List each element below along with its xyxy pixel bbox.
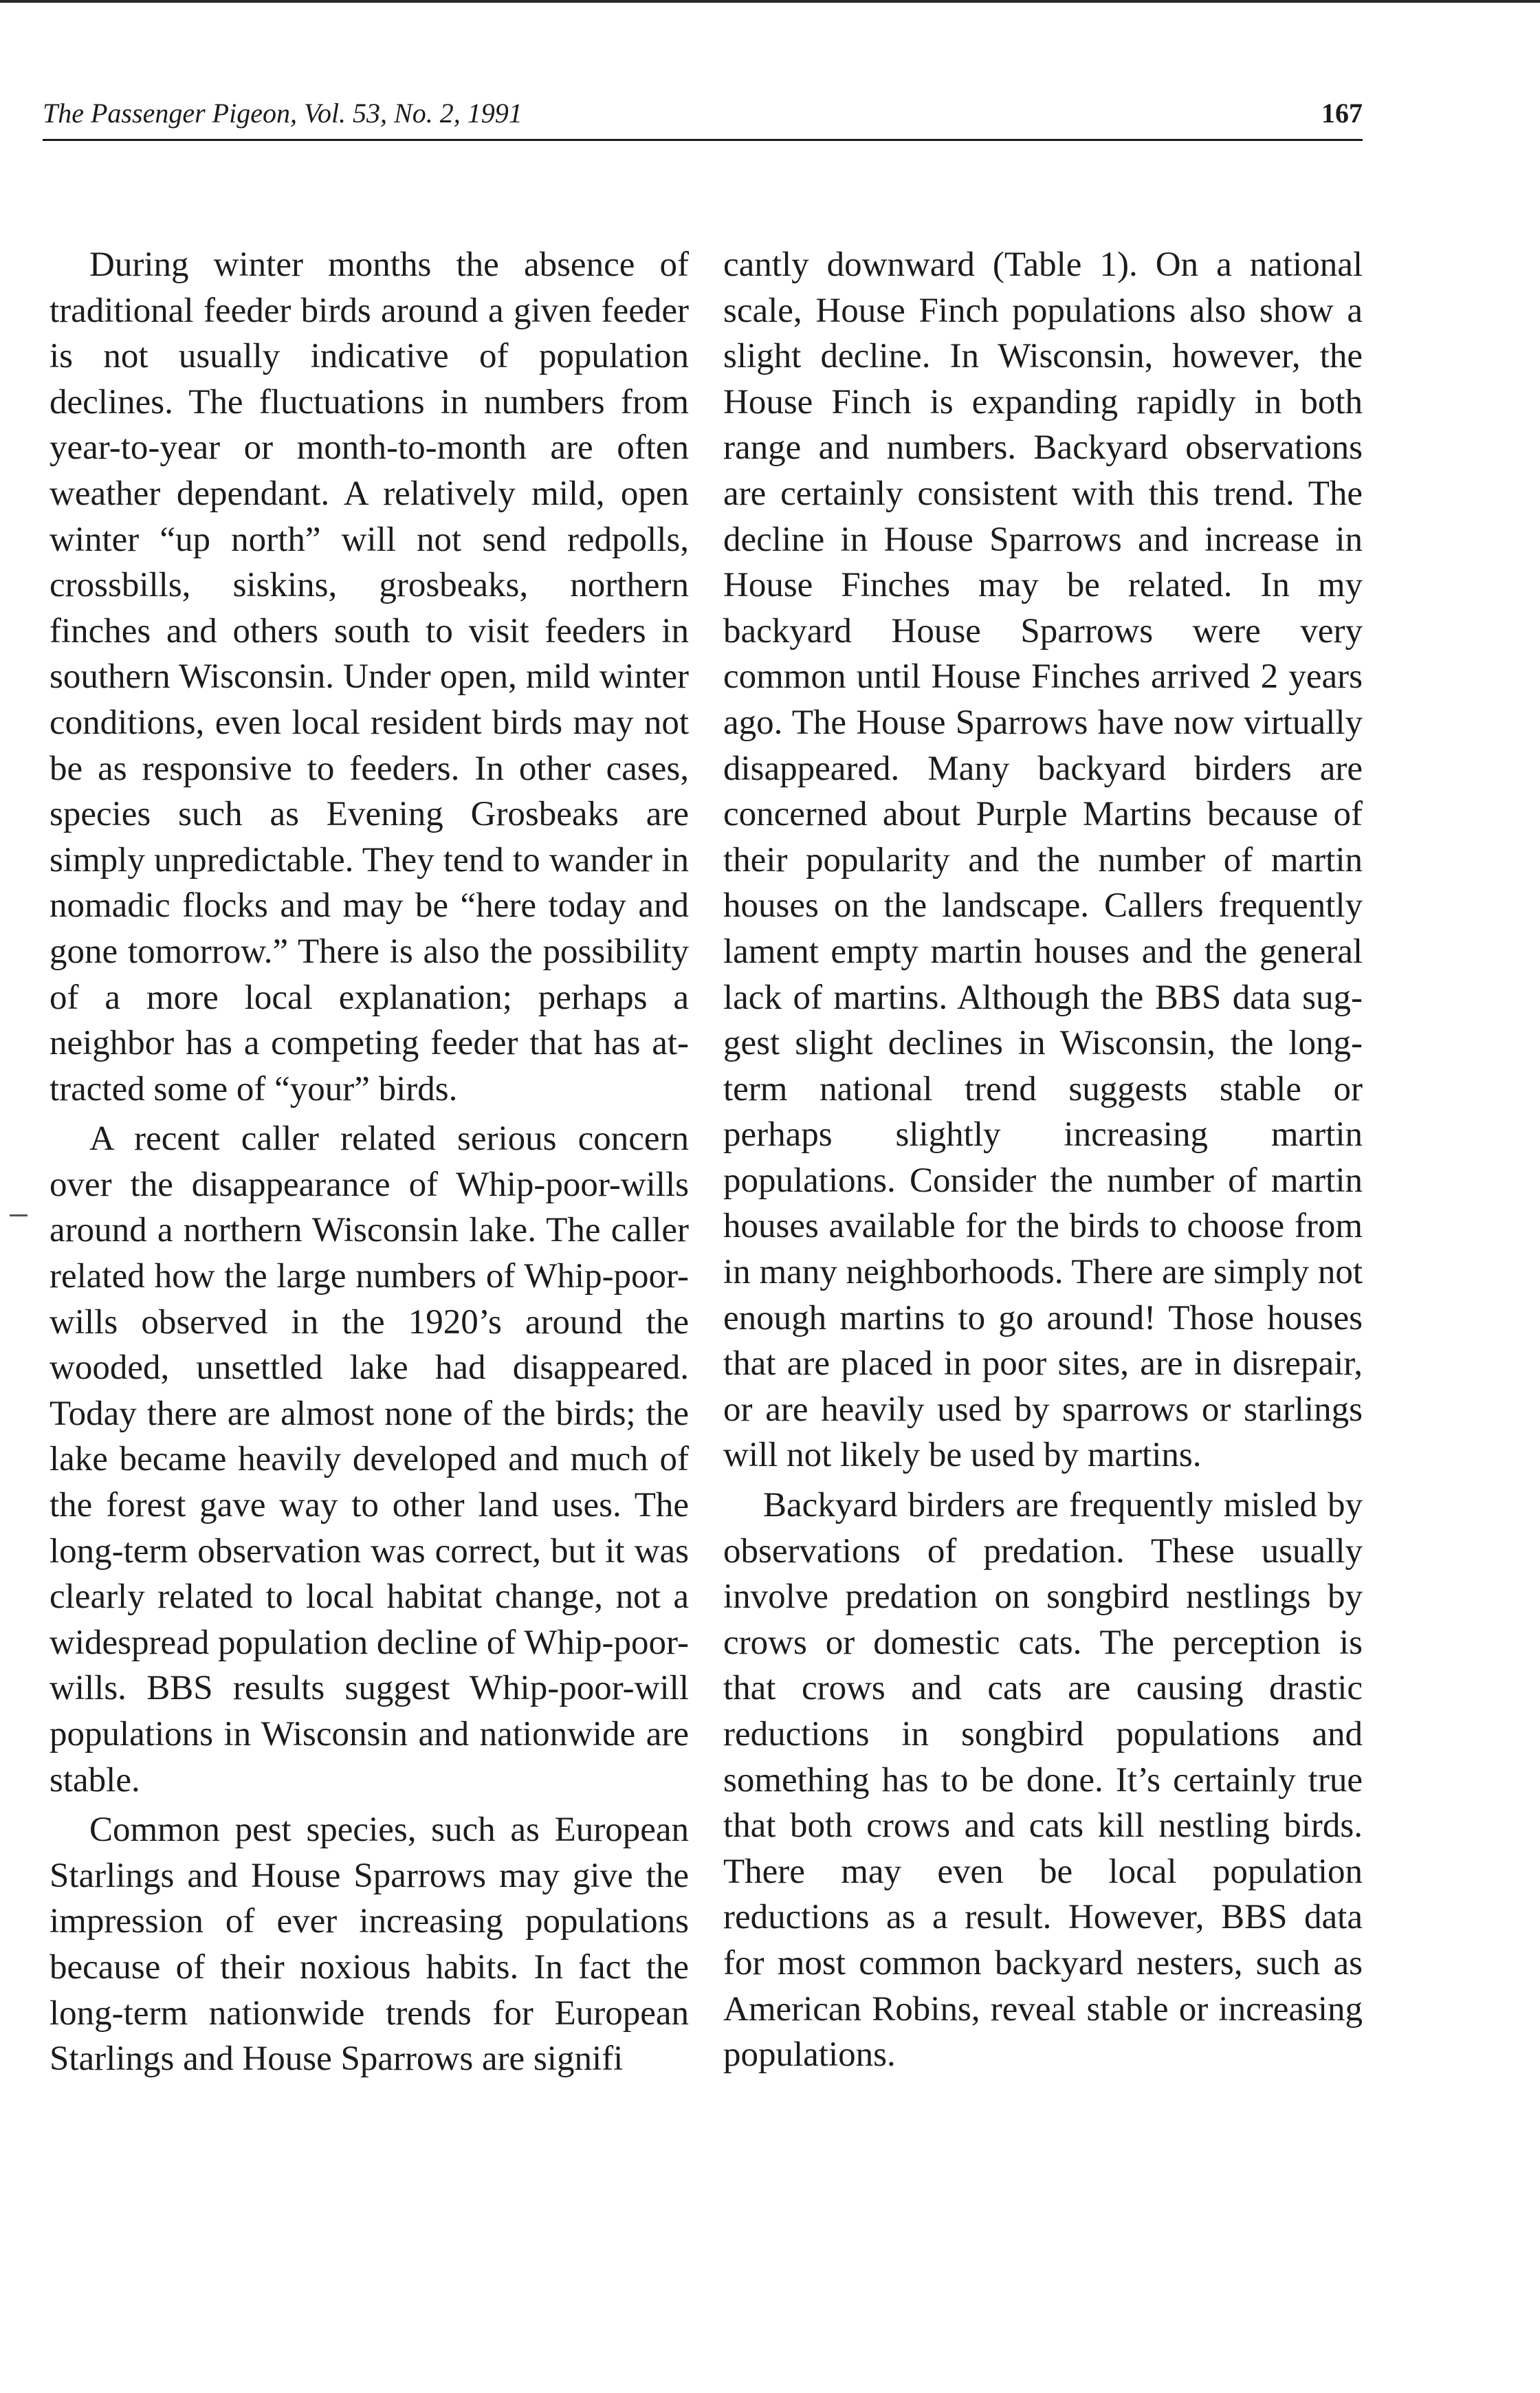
paragraph-winter-feeders: During winter months the absence of traditional feeder birds around a given feeder is not usually indicative of population declines. The fluctuations in numbers from year-to-year or month-to-month are often weather dependant. A relatively mild, open winter “up north” will not send redpolls, crossbills, siskins, grosbeaks, northern finches and others south to visit feeders in southern Wisconsin. Under open, mild winter conditions, even local resident birds may not be as responsive to feeders. In other cases, species such as Evening Grosbeaks are simply unpredictable. They tend to wander in nomadic flocks and may be “here today and gone tomorrow.” There is also the possibility of a more local explanation; perhaps a neighbor has a competing feeder that has attracted some of “your” birds.: [50, 245, 689, 1108]
running-header: [43, 96, 1363, 144]
paragraph-whip-poor-wills: A recent caller related serious concern over the disappearance of Whip-poor-wills around a northern Wisconsin lake. The caller related how the large numbers of Whip-poor-wills observed in the 1920’s around the wooded, unsettled lake had disappeared. Today there are almost none of the birds; the lake became heavily developed and much of the forest gave way to other land uses. The long-term observation was correct, but it was clearly related to local habitat change, not a widespread population decline of Whip-poor-wills. BBS results suggest Whip-poor-will populations in Wisconsin and nationwide are stable.: [50, 1119, 689, 1800]
scan-top-edge: [0, 0, 1540, 3]
paragraph-house-finch-martins: cantly downward (Table 1). On a national scale, House Finch populations also show a slight decline. In Wisconsin, however, the House Finch is expanding rapidly in both range and numbers. Backyard observations are certainly consistent with this trend. The decline in House Sparrows and increase in House Finches may be related. In my backyard House Sparrows were very common until House Finches arrived 2 years ago. The House Sparrows have now virtually disappeared. Many backyard birders are concerned about Purple Martins because of their popularity and the number of martin houses on the landscape. Callers frequently lament empty martin houses and the general lack of martins. Although the BBS data suggest slight declines in Wisconsin, the long-term national trend suggests stable or perhaps slightly increasing martin populations. Consider the number of martin houses available for the birds to choose from in many neighborhoods. There are simply not enough martins to go around! Those houses that are placed in poor sites, are in disrepair, or are heavily used by sparrows or starlings will not likely be used by martins.: [723, 245, 1363, 1475]
paragraph-predation: Backyard birders are frequently misled by observations of predation. These usually involve predation on songbird nestlings by crows or domestic cats. The perception is that crows and cats are causing drastic reductions in songbird populations and something has to be done. It’s certainly true that both crows and cats kill nestling birds. There may even be local population reductions as a result. However, BBS data for most common backyard nesters, such as American Robins, reveal stable or increasing populations.: [723, 1486, 1363, 2075]
page-number: 167: [1321, 98, 1363, 129]
margin-mark: [10, 1214, 28, 1216]
header-rule: [43, 139, 1363, 141]
left-column: [50, 242, 689, 2082]
journal-citation: The Passenger Pigeon, Vol. 53, No. 2, 1991: [43, 98, 522, 129]
right-column: [723, 242, 1363, 2078]
paragraph-pest-species: Common pest species, such as European Starlings and House Sparrows may give the impression of ever increasing populations because of their noxious habits. In fact the long-term nationwide trends for European Starlings and House Sparrows are signifi: [50, 1811, 689, 2079]
